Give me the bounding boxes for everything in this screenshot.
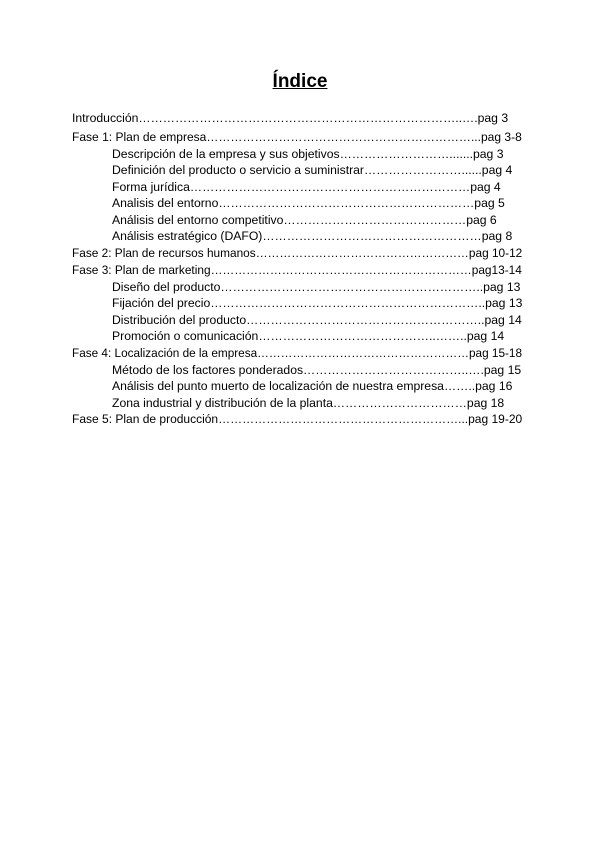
toc-subentry: Promoción o comunicación……………………………………..……..pag 14 <box>112 329 505 343</box>
toc-subentry: Análisis estratégico (DAFO)………………………………………………pag 8 <box>112 229 513 243</box>
toc-subentry: Análisis del punto muerto de localización de nuestra empresa……..pag 16 <box>112 379 513 393</box>
toc-entry: Fase 2: Plan de recursos humanos………………………………………………pag 10-12 <box>72 246 523 260</box>
toc-subentry: Analisis del entorno………………………………………………………pag 5 <box>112 196 505 210</box>
toc-subentry: Método de los factores ponderados…………………………………..….pag 15 <box>112 362 522 377</box>
toc-subentry: Zona industrial y distribución de la planta……………………………pag 18 <box>112 396 505 410</box>
toc-entry: Introducción……………………………………………………………………..….pag 3 <box>72 111 509 125</box>
toc-entry: Fase 3: Plan de marketing…………………………………………………………pag13-14 <box>72 263 522 277</box>
toc-entry: Fase 4: Localización de la empresa………………………………………………pag 15-18 <box>72 346 523 360</box>
toc-subentry: Descripción de la empresa y sus objetivos……………………….......pag 3 <box>112 146 504 161</box>
toc-subentry: Definición del producto o servicio a suministrar……………………......pag 4 <box>112 163 513 177</box>
toc-subentry: Fijación del precio…………………………………………………………..pag 13 <box>112 296 523 310</box>
toc-entry: Fase 1: Plan de empresa…………………………………………………………...pag 3-8 <box>72 130 522 144</box>
toc-entry: Fase 5: Plan de producción……………………………………………………...pag 19-20 <box>72 412 523 426</box>
toc-subentry: Forma jurídica……………………………………………………………pag 4 <box>112 179 501 194</box>
toc-subentry: Diseño del producto………………………………………………………..pag 13 <box>112 279 521 294</box>
toc-subentry: Análisis del entorno competitivo………………………………………pag 6 <box>112 212 497 227</box>
page-title: Índice <box>272 71 328 92</box>
toc-subentry: Distribución del producto…………………………………………………..pag 14 <box>112 312 522 327</box>
